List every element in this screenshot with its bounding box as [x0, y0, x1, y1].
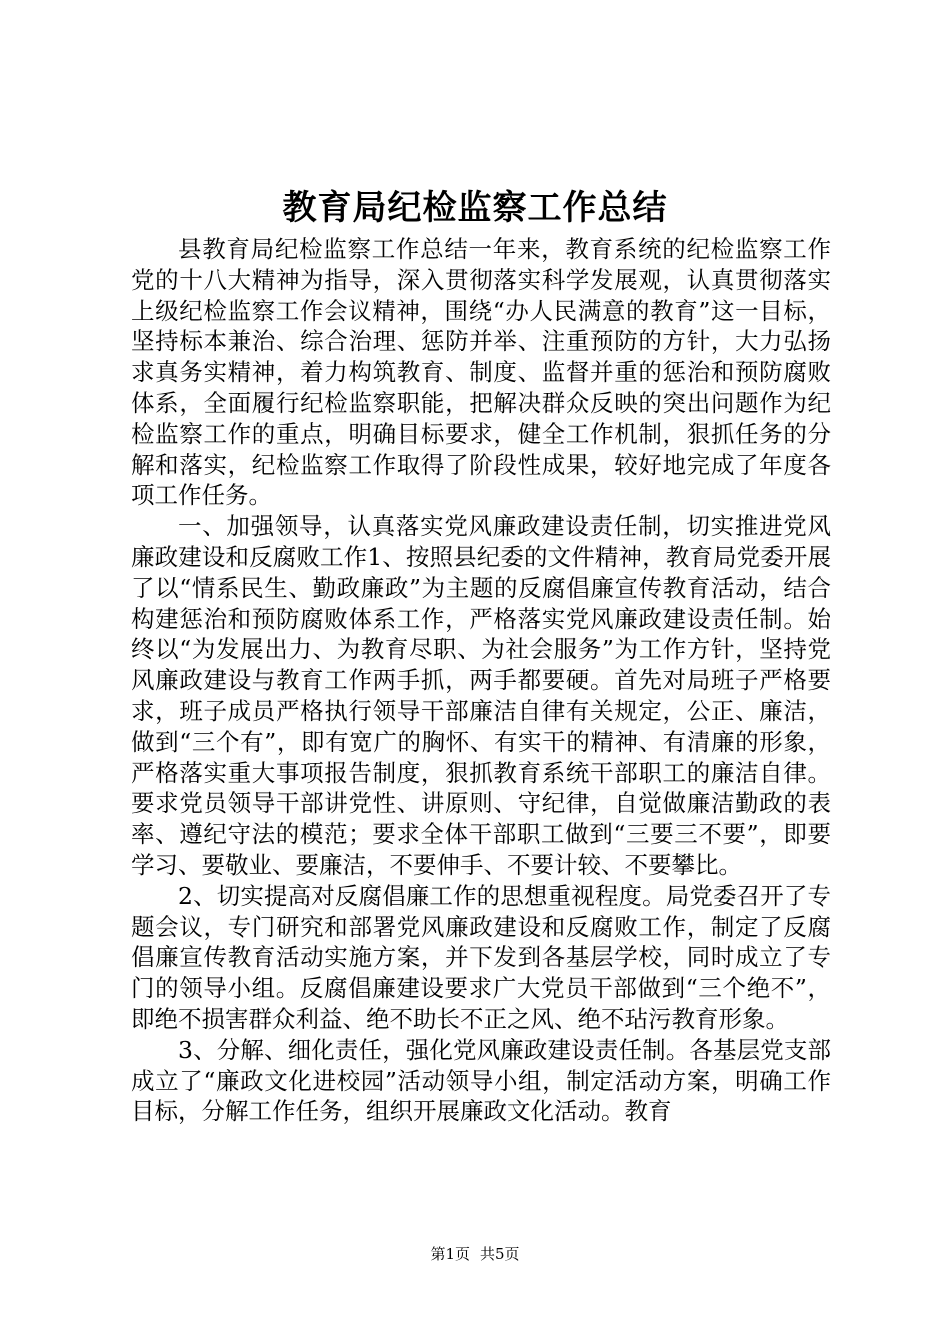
document-title: 教育局纪检监察工作总结: [282, 188, 668, 228]
document-body: [131, 234, 831, 1127]
paragraph-item-2: 2、切实提高对反腐倡廉工作的思想重视程度。局党委召开了专题会议，专门研究和部署党风廉政建设和反腐败工作，制定了反腐倡廉宣传教育活动实施方案，并下发到各基层学校，同时成立了专门的领导小组。反腐倡廉建设要求广大党员干部做到“三个绝不”，即绝不损害群众利益、绝不助长不正之风、绝不玷污教育形象。: [131, 881, 831, 1033]
page-footer: [0, 1244, 950, 1264]
paragraph-section-1: 一、加强领导，认真落实党风廉政建设责任制，切实推进党风廉政建设和反腐败工作1、按照县纪委的文件精神，教育局党委开展了以“情系民生、勤政廉政”为主题的反腐倡廉宣传教育活动，结合构建惩治和预防腐败体系工作，严格落实党风廉政建设责任制。始终以“为发展出力、为教育尽职、为社会服务”为工作方针，坚持党风廉政建设与教育工作两手抓，两手都要硬。首先对局班子严格要求，班子成员严格执行领导干部廉洁自律有关规定，公正、廉洁，做到“三个有”，即有宽广的胸怀、有实干的精神、有清廉的形象，严格落实重大事项报告制度，狠抓教育系统干部职工的廉洁自律。要求党员领导干部讲党性、讲原则、守纪律，自觉做廉洁勤政的表率、遵纪守法的模范；要求全体干部职工做到“三要三不要”，即要学习、要敬业、要廉洁，不要伸手、不要计较、不要攀比。: [131, 512, 831, 879]
page-number: 第1页: [430, 1245, 470, 1263]
paragraph-intro: 县教育局纪检监察工作总结一年来，教育系统的纪检监察工作党的十八大精神为指导，深入贯彻落实科学发展观，认真贯彻落实上级纪检监察工作会议精神，围绕“办人民满意的教育”这一目标，坚持标本兼治、综合治理、惩防并举、注重预防的方针，大力弘扬求真务实精神，着力构筑教育、制度、监督并重的惩治和预防腐败体系，全面履行纪检监察职能，把解决群众反映的突出问题作为纪检监察工作的重点，明确目标要求，健全工作机制，狠抓任务的分解和落实，纪检监察工作取得了阶段性成果，较好地完成了年度各项工作任务。: [131, 235, 831, 510]
paragraph-item-3: 3、分解、细化责任，强化党风廉政建设责任制。各基层党支部成立了“廉政文化进校园”活动领导小组，制定活动方案，明确工作目标，分解工作任务，组织开展廉政文化活动。教育: [131, 1035, 831, 1126]
page-total: 共5页: [480, 1245, 520, 1263]
